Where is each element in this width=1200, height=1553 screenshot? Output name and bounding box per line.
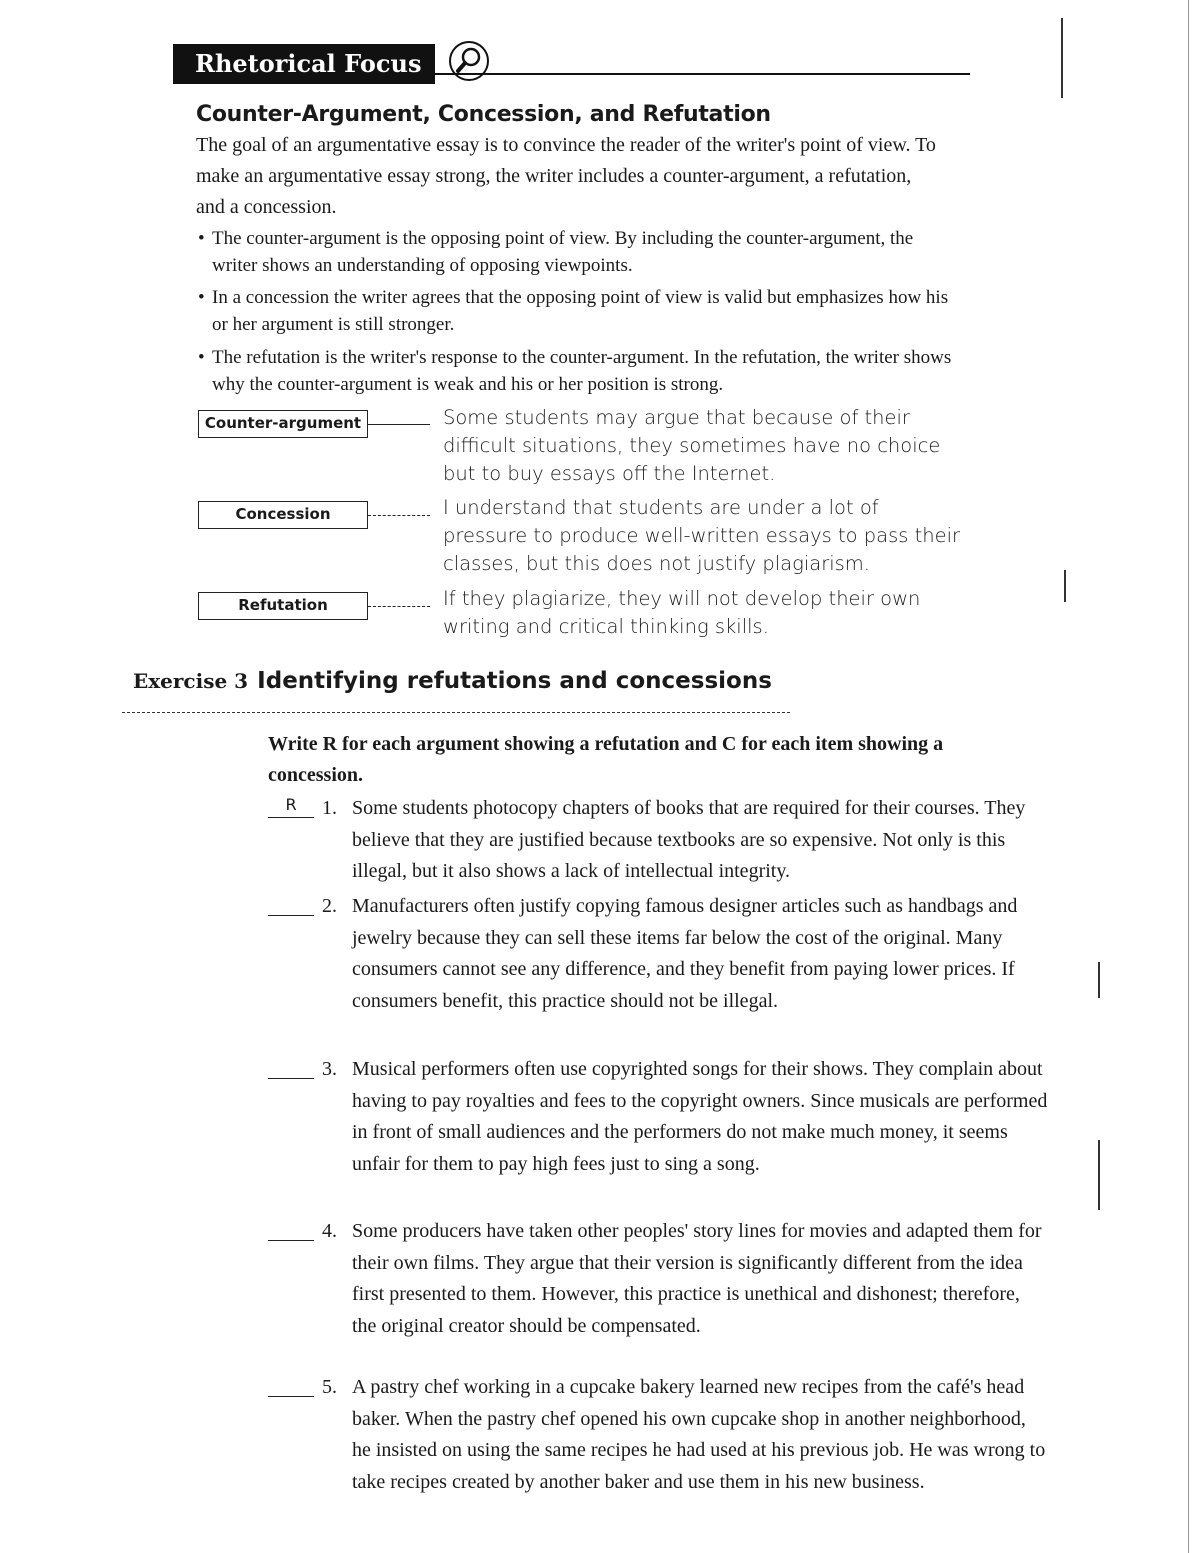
- item-number: 2.: [322, 895, 337, 917]
- exercise-item-3: [268, 1054, 1048, 1180]
- exercise-heading: [133, 668, 772, 694]
- item-text: Some students photocopy chapters of books that are required for their courses. They believe that they are justified because textbooks are so expensive. Not only is this illegal, but it also shows a lack of intellectual integrity.: [352, 797, 1026, 882]
- item-text: Some producers have taken other peoples' story lines for movies and adapted them for their own films. They argue that their version is significantly different from the idea first presented to them. However, this practice is unethical and dishonest; therefore, the original creator should be compensated.: [352, 1220, 1042, 1337]
- exercise-item-1: [268, 793, 1048, 888]
- banner-rule: [435, 73, 970, 75]
- section-title: Counter-Argument, Concession, and Refutation: [196, 102, 771, 127]
- answer-blank[interactable]: [268, 1054, 314, 1079]
- item-number: 3.: [322, 1058, 337, 1080]
- bullet-refutation: • The refutation is the writer's response to the counter-argument. In the refutation, the writer shows why the counter-argument is weak and his or her position is strong.: [198, 344, 962, 398]
- answer-blank[interactable]: [268, 891, 314, 916]
- connector-line: [368, 606, 430, 607]
- item-number: 4.: [322, 1220, 337, 1242]
- answer-blank[interactable]: [268, 1216, 314, 1241]
- example-refutation: If they plagiarize, they will not develop their own writing and critical thinking skills.: [443, 587, 921, 638]
- exercise-item-4: [268, 1216, 1048, 1342]
- item-text: Musical performers often use copyrighted songs for their shows. They complain about having to pay royalties and fees to the copyright owners. Since musicals are performed in front of small audiences and the performers do not make much money, it seems unfair for them to pay high fees just to sing a song.: [352, 1058, 1048, 1175]
- item-number: 5.: [322, 1376, 337, 1398]
- scan-edge-mark: [1098, 962, 1100, 998]
- item-number: 1.: [322, 797, 337, 819]
- exercise-rule: [122, 712, 790, 713]
- example-concession: I understand that students are under a lot of pressure to produce well-written essays to pass their classes, but this does not justify plagiarism.: [443, 496, 961, 575]
- section-banner: Rhetorical Focus: [173, 44, 435, 84]
- example-counter-argument: Some students may argue that because of their difficult situations, they sometimes have no choice but to buy essays off the Internet.: [443, 406, 941, 485]
- scan-edge-mark: [1061, 18, 1063, 98]
- magnifier-icon: [449, 41, 489, 81]
- connector-line: [368, 515, 430, 516]
- intro-paragraph: The goal of an argumentative essay is to convince the reader of the writer's point of view. To make an argumentative essay strong, the writer includes a counter-argument, a refutation, and a concession.: [196, 134, 936, 218]
- answer-blank[interactable]: R: [268, 793, 314, 818]
- item-text: Manufacturers often justify copying famous designer articles such as handbags and jewelry because they can sell these items far below the cost of the original. Many consumers cannot see any difference, and they benefit from paying lower prices. If consumers benefit, this practice should not be illegal.: [352, 895, 1018, 1012]
- connector-line: [368, 424, 430, 425]
- exercise-title: Identifying refutations and concessions: [257, 668, 772, 694]
- label-refutation: Refutation: [198, 592, 368, 620]
- exercise-instructions: Write R for each argument showing a refutation and C for each item showing a concession.: [268, 733, 944, 786]
- exercise-item-5: [268, 1372, 1048, 1498]
- answer-blank[interactable]: [268, 1372, 314, 1397]
- scan-edge-mark: [1188, 0, 1189, 1553]
- label-counter-argument: Counter-argument: [198, 410, 368, 438]
- scan-edge-mark: [1064, 570, 1066, 602]
- scan-edge-mark: [1098, 1140, 1100, 1210]
- exercise-number: Exercise 3: [133, 669, 249, 693]
- bullet-concession: • In a concession the writer agrees that the opposing point of view is valid but emphasizes how his or her argument is still stronger.: [198, 284, 962, 338]
- bullet-counter-argument: • The counter-argument is the opposing point of view. By including the counter-argument, the writer shows an understanding of opposing viewpoints.: [198, 225, 962, 279]
- exercise-item-2: [268, 891, 1048, 1017]
- label-concession: Concession: [198, 501, 368, 529]
- item-text: A pastry chef working in a cupcake bakery learned new recipes from the café's head baker. When the pastry chef opened his own cupcake shop in another neighborhood, he insisted on using the same recipes he had used at his previous job. He was wrong to take recipes created by another baker and use them in his new business.: [352, 1376, 1046, 1493]
